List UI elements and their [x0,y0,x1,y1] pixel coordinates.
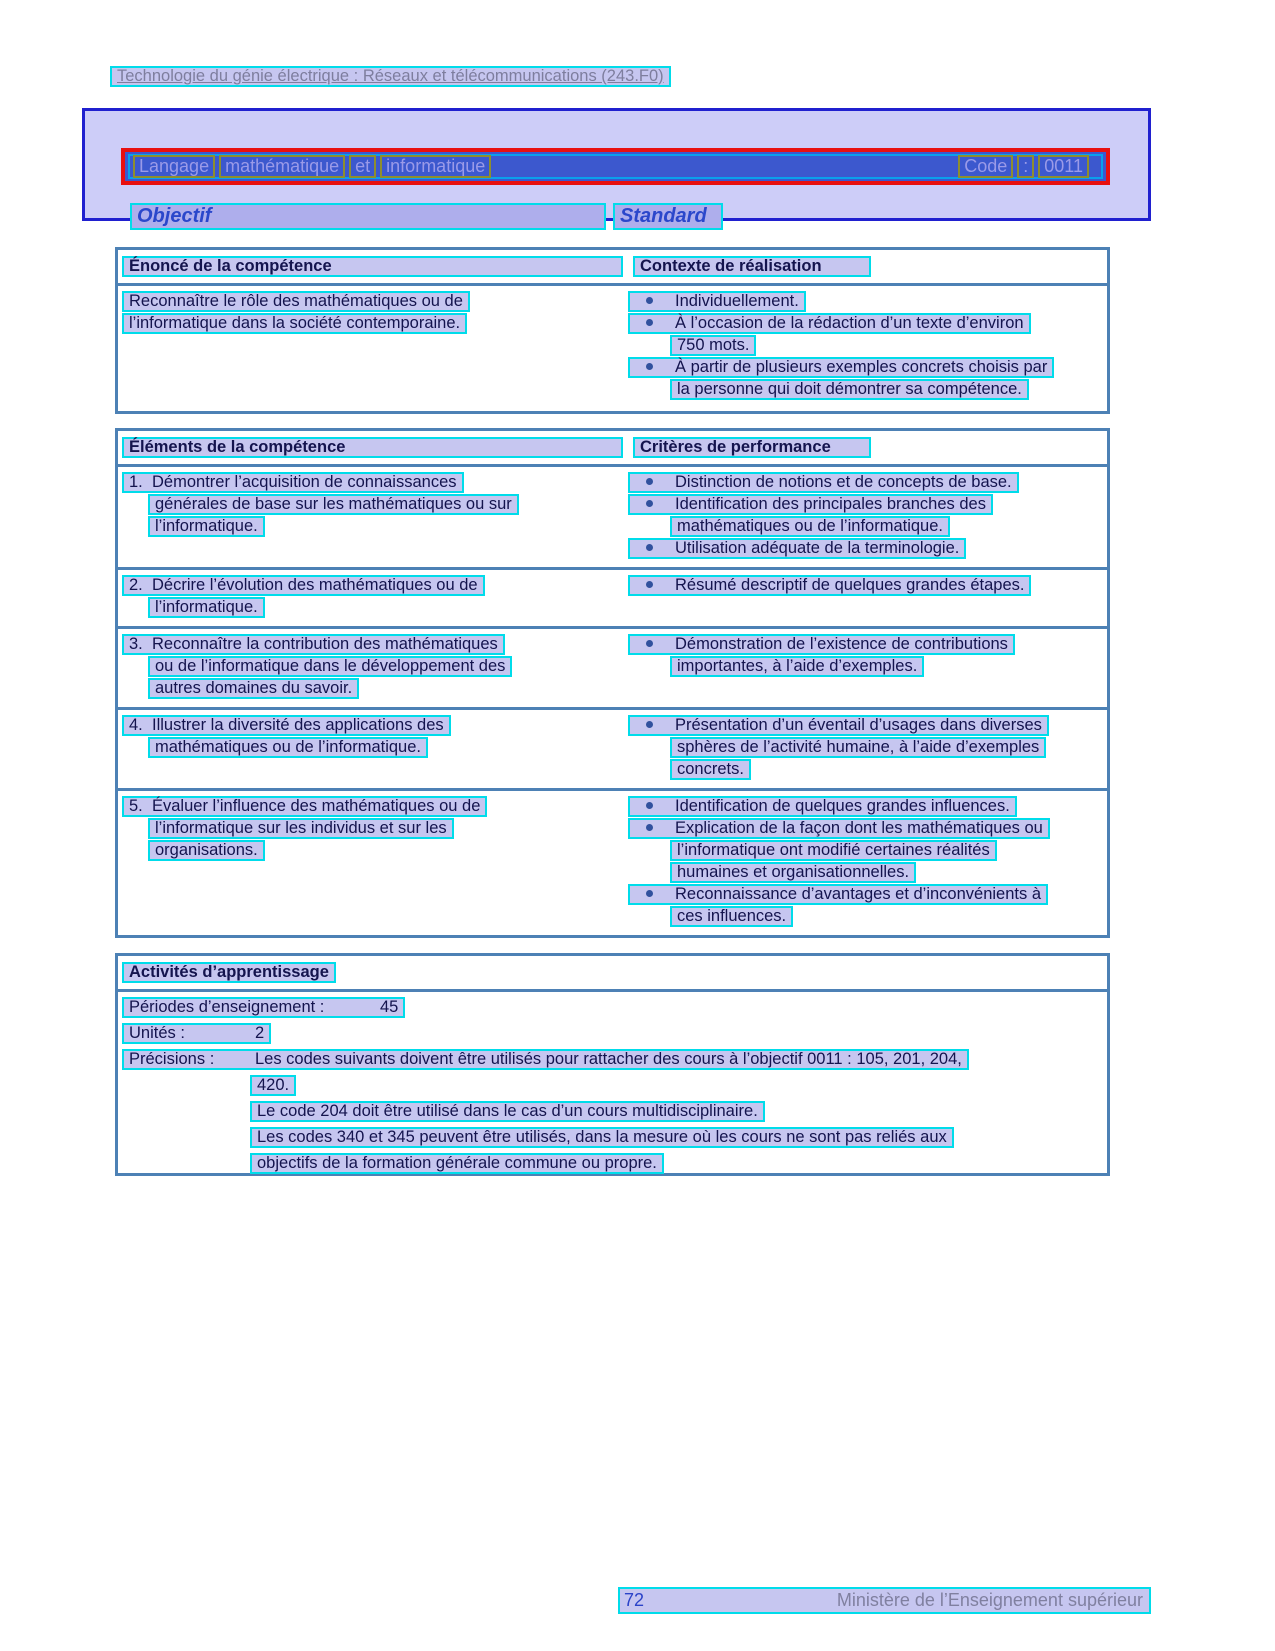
table-competence-statement [115,247,1110,414]
bullet-item [628,494,1107,538]
doc-header [110,66,671,87]
column-header: Éléments de la compétence [122,437,623,458]
code-words [958,155,1093,178]
criteria-cell [628,796,1107,928]
bullet-item [628,715,1107,781]
title-panel [82,108,1151,227]
column-header: Critères de performance [633,437,871,458]
bullet-icon [646,721,653,728]
cell-line: l’informatique. [148,597,265,618]
units-value: 2 [255,1024,265,1042]
bullet-line: Identification des principales branches des [628,494,993,515]
bullet-line: ces influences. [670,906,793,927]
bullet-item [628,818,1107,884]
column-header: Énoncé de la compétence [122,256,623,277]
bullet-item [628,472,1107,494]
cell-line: Reconnaître le rôle des mathématiques ou de [122,291,470,312]
table-row [118,707,1107,788]
bullet-icon [646,824,653,831]
cell-line: générales de base sur les mathématiques ou sur [148,494,519,515]
column-header: Contexte de réalisation [633,256,871,277]
precisions-continuation: Les codes 340 et 345 peuvent être utilisés, dans la mesure où les cours ne sont pas reliés aux [250,1127,954,1148]
bullet-item [628,357,1107,401]
criteria-cell [628,575,1107,619]
footer-bar [618,1587,1151,1614]
bullet-item [628,313,1107,357]
criteria-cell [628,634,1107,700]
title-word: Langage [133,155,215,178]
title-word: et [349,155,376,178]
title-word: mathématique [219,155,345,178]
bullet-line: sphères de l’activité humaine, à l’aide d’exemples [670,737,1046,758]
objectif-heading: Objectif [130,203,606,230]
bullet-icon [646,640,653,647]
cell-line: mathématiques ou de l’informatique. [148,737,428,758]
precisions-continuation: Le code 204 doit être utilisé dans le cas d’un cours multidisciplinaire. [250,1101,765,1122]
bullet-icon [646,890,653,897]
bullet-line: À partir de plusieurs exemples concrets choisis par [628,357,1054,378]
bullet-item [628,634,1107,678]
bullet-item [628,291,1107,313]
element-cell [118,575,628,619]
table-row [118,626,1107,707]
bullet-line: humaines et organisationnelles. [670,862,916,883]
bullet-line: Résumé descriptif de quelques grandes étapes. [628,575,1031,596]
cell-line: 3. Reconnaître la contribution des mathématiques [122,634,505,655]
bullet-line: Utilisation adéquate de la terminologie. [628,538,966,559]
bullet-line: Explication de la façon dont les mathématiques ou [628,818,1050,839]
page-number: 72 [624,1590,645,1610]
doc-header-text: Technologie du génie électrique : Réseaux et télécommunications (243.F0) [110,66,671,87]
bullet-line: Identification de quelques grandes influences. [628,796,1017,817]
bullet-line: Distinction de notions et de concepts de base. [628,472,1019,493]
bullet-line: À l’occasion de la rédaction d’un texte d’environ [628,313,1031,334]
bullet-icon [646,478,653,485]
precisions-continuation: objectifs de la formation générale commune ou propre. [250,1153,664,1174]
title-words [133,155,495,178]
criteria-cell [628,472,1107,560]
activities-header [118,956,1107,992]
cell-line: 4. Illustrer la diversité des applications des [122,715,451,736]
bullet-icon [646,581,653,588]
bullet-line: Présentation d’un éventail d’usages dans diverses [628,715,1049,736]
section-title: Activités d’apprentissage [122,962,336,983]
cell-line: 5. Évaluer l’influence des mathématiques ou de [122,796,487,817]
code-bar [121,148,1110,185]
code-word: Code [958,155,1013,178]
cell-line: l’informatique sur les individus et sur les [148,818,454,839]
cell-line: ou de l’informatique dans le développement des [148,656,512,677]
bullet-item [628,575,1107,597]
table-elements [115,428,1110,938]
bullet-line: Individuellement. [628,291,806,312]
bullet-icon [646,297,653,304]
bullet-item [628,538,1107,560]
bullet-line: concrets. [670,759,751,780]
cell-line: 2. Décrire l’évolution des mathématiques ou de [122,575,485,596]
bullet-line: Démonstration de l’existence de contributions [628,634,1015,655]
cell-line: 1. Démontrer l’acquisition de connaissances [122,472,464,493]
title-word: informatique [380,155,491,178]
bullet-line: mathématiques ou de l’informatique. [670,516,950,537]
periods-value: 45 [380,998,399,1016]
precisions-line: Précisions : Les codes suivants doivent être utilisés pour rattacher des cours à l’objectif 0011 : 105, 201, 204, [122,1049,969,1070]
cell-line: autres domaines du savoir. [148,678,359,699]
element-cell [118,796,628,928]
element-cell [118,634,628,700]
units-line: Unités : 2 [122,1023,271,1044]
precisions-continuation: 420. [250,1075,296,1096]
bullet-line: 750 mots. [670,335,756,356]
table1-header [118,250,1107,286]
statement-cell [118,291,628,401]
cell-line: l’informatique. [148,516,265,537]
bullet-icon [646,802,653,809]
title-line-frame [128,154,1103,179]
bullet-line: la personne qui doit démontrer sa compétence. [670,379,1029,400]
table-row [118,567,1107,626]
criteria-cell [628,715,1107,781]
table2-header [118,431,1107,467]
cell-line: l’informatique dans la société contemporaine. [122,313,467,334]
bullet-icon [646,500,653,507]
bullet-line: importantes, à l’aide d’exemples. [670,656,924,677]
code-word: 0011 [1038,155,1089,178]
context-cell [628,291,1107,401]
periods-line: Périodes d’enseignement : 45 [122,997,405,1018]
activities-body [118,992,1107,1179]
cell-line: organisations. [148,840,265,861]
bullet-icon [646,363,653,370]
element-cell [118,715,628,781]
table-row [118,467,1107,567]
code-word: : [1017,155,1034,178]
bullet-item [628,796,1107,818]
bullet-icon [646,319,653,326]
ministry-label: Ministère de l’Enseignement supérieur [836,1590,1143,1610]
element-cell [118,472,628,560]
bullet-line: Reconnaissance d’avantages et d’inconvénients à [628,884,1048,905]
bullet-line: l’informatique ont modifié certaines réalités [670,840,997,861]
bullet-icon [646,544,653,551]
table-row [118,286,1107,408]
bullet-item [628,884,1107,928]
standard-heading: Standard [613,203,723,230]
table-row [118,788,1107,935]
table-activities [115,953,1110,1176]
